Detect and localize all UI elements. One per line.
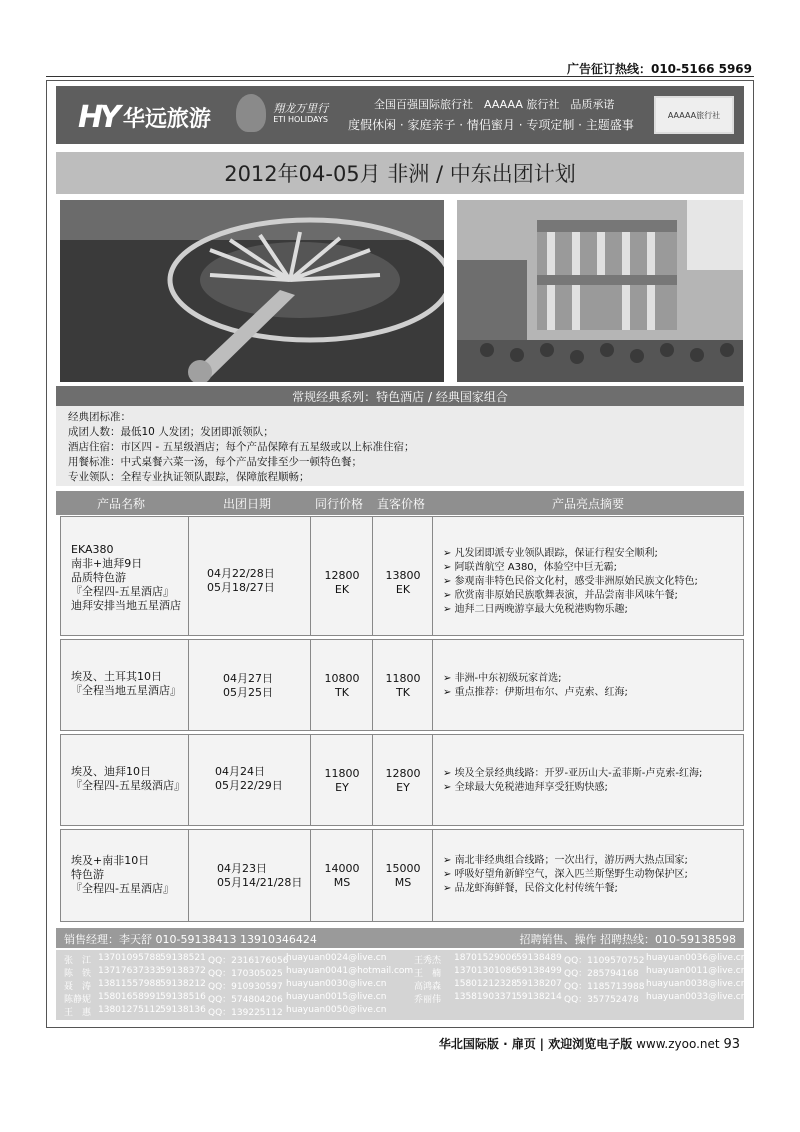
slogan-line1: 全国百强国际旅行社 AAAAA 旅行社 品质承诺: [374, 98, 615, 111]
top-rule: [46, 76, 754, 77]
header-departure: 出团日期: [222, 497, 271, 511]
dragon-seal-icon: [236, 94, 266, 132]
product-name: 埃及、迪拜10日 『全程四-五星级酒店』: [71, 765, 185, 792]
standard-line: 专业领队：全程专业执证领队跟踪，保障旅程顺畅；: [68, 471, 310, 483]
brand-name: 华远旅游: [122, 107, 211, 132]
contact-list: [56, 950, 747, 1020]
trade-price: 12800 EK: [324, 569, 360, 596]
hy-logo-icon: HY: [78, 100, 117, 135]
contact-row: 陈 铁 13717637333 59138372 QQ：170305025 huayuan0041@hotmail.com 王 楠 13701301086 59138499 QQ：285794168 huayuan0011@live.cn: [64, 966, 747, 979]
footer-welcome: 欢迎浏览电子版: [548, 1037, 633, 1051]
footer-section: 华北国际版 · 扉页: [438, 1037, 536, 1051]
group-standards: [56, 406, 744, 486]
header-highlights: 产品亮点摘要: [551, 497, 624, 511]
departure-dates: 04月27日 05月25日: [223, 672, 273, 699]
product-name: 埃及+南非10日 特色游 『全程四-五星酒店』: [71, 854, 174, 895]
retail-price: 13800 EK: [385, 569, 421, 596]
standard-line: 成团人数：最低10 人发团；发团即派领队；: [68, 426, 274, 438]
footer-site[interactable]: www.zyoo.net: [636, 1037, 720, 1051]
contact-row: 张 江 13701095788 59138521 QQ：2316176056 huayuan0024@live.cn 王秀杰 18701529006 59138489 QQ：1109570752 huayuan0036@live.cn: [64, 953, 747, 966]
contact-row: 王 惠 13801275112 59138136 QQ：139225112 huayuan0050@live.cn: [64, 1005, 387, 1018]
standard-line: 用餐标准：中式桌餐六菜一汤，每个产品安排至少一顿特色餐；: [68, 456, 362, 468]
highlights: ➢ 埃及全景经典线路：开罗-亚历山大-孟菲斯-卢克索-红海; ➢ 全球最大免税港迪拜享受狂购快感;: [443, 767, 743, 795]
product-name: 埃及、土耳其10日 『全程当地五星酒店』: [71, 670, 181, 697]
table-row: [60, 639, 744, 731]
contact-row: 聂 涛 13811557988 59138212 QQ：910930597 huayuan0030@live.cn 高鸿森 15801212328 59138207 QQ：1185713988 huayuan0038@live.cn: [64, 979, 747, 992]
trade-price: 11800 EY: [324, 767, 360, 794]
departure-dates: 04月24日 05月22/29日: [215, 765, 283, 792]
page-title: 2012年04-05月 非洲 / 中东出团计划: [56, 152, 744, 194]
partner-name: 翔龙万里行: [273, 101, 329, 115]
trade-price: 14000 MS: [324, 862, 360, 889]
ad-hotline: 广告征订热线：010-5166 5969: [566, 62, 752, 76]
highlights: ➢ 非洲-中东初级玩家首选; ➢ 重点推荐：伊斯坦布尔、卢克索、红海;: [443, 672, 743, 700]
highlights: ➢ 凡发团即派专业领队跟踪，保证行程安全顺利; ➢ 阿联酋航空 A380，体验空中巨无霸; ➢ 参观南非特色民俗文化村，感受非洲原始民族文化特色; ➢ 欣赏南非原始民族歌舞表演，并品尝南非风味午餐; ➢ 迪拜二日两晚游享最大免税港购物乐趣;: [443, 547, 743, 617]
table-row: [60, 516, 744, 636]
departure-dates: 04月22/28日 05月18/27日: [207, 567, 275, 594]
header-trade-price: 同行价格: [314, 497, 363, 511]
table-header: [56, 491, 744, 515]
slogan-line2: 度假休闲 · 家庭亲子 · 情侣蜜月 · 专项定制 · 主题盛事: [348, 118, 634, 132]
retail-price: 12800 EY: [385, 767, 421, 794]
partner-logo: [236, 94, 336, 136]
ephesus-library-photo: [457, 200, 743, 382]
standard-line: 酒店住宿：市区四 - 五星级酒店；每个产品保障有五星级或以上标准住宿；: [68, 441, 415, 453]
highlights: ➢ 南北非经典组合线路；一次出行，游历两大热点国家; ➢ 呼吸好望角新鲜空气，深入匹兰斯堡野生动物保护区; ➢ 品龙虾海鲜餐，民俗文化村传统午餐;: [443, 854, 743, 896]
departure-dates: 04月23日 05月14/21/28日: [217, 862, 303, 889]
standard-line: 经典团标准：: [68, 411, 131, 423]
page-footer: 华北国际版 · 扉页 | 欢迎浏览电子版 www.zyoo.net 93: [438, 1037, 740, 1052]
header-product-name: 产品名称: [96, 497, 145, 511]
sales-manager: 销售经理：李天舒 010-59138413 13910346424: [64, 933, 317, 946]
header-retail-price: 直客价格: [376, 497, 425, 511]
brand-logo: [78, 100, 211, 135]
aaaaa-badge: AAAAA旅行社: [654, 96, 734, 134]
partner-sub: ETI HOLIDAYS: [273, 114, 328, 124]
table-row: [60, 734, 744, 826]
retail-price: 15000 MS: [385, 862, 421, 889]
trade-price: 10800 TK: [324, 672, 360, 699]
table-row: [60, 829, 744, 922]
retail-price: 11800 TK: [385, 672, 421, 699]
page-number: 93: [723, 1037, 740, 1052]
manager-bar: [56, 928, 744, 948]
header-banner: [56, 86, 744, 144]
recruit-hotline: 招聘销售、操作 招聘热线：010-59138598: [519, 933, 736, 946]
product-name: EKA380 南非+迪拜9日 品质特色游 『全程四-五星酒店』 迪拜安排当地五星酒店: [71, 543, 181, 612]
contact-row: 陈静妮 15801658991 59138516 QQ：574804206 huayuan0015@live.cn 乔丽伟 13581903371 59138214 QQ：357752478 huayuan0033@live.cn: [64, 992, 747, 1005]
palm-island-photo: [60, 200, 444, 382]
series-subtitle: 常规经典系列：特色酒店 / 经典国家组合: [56, 386, 744, 406]
